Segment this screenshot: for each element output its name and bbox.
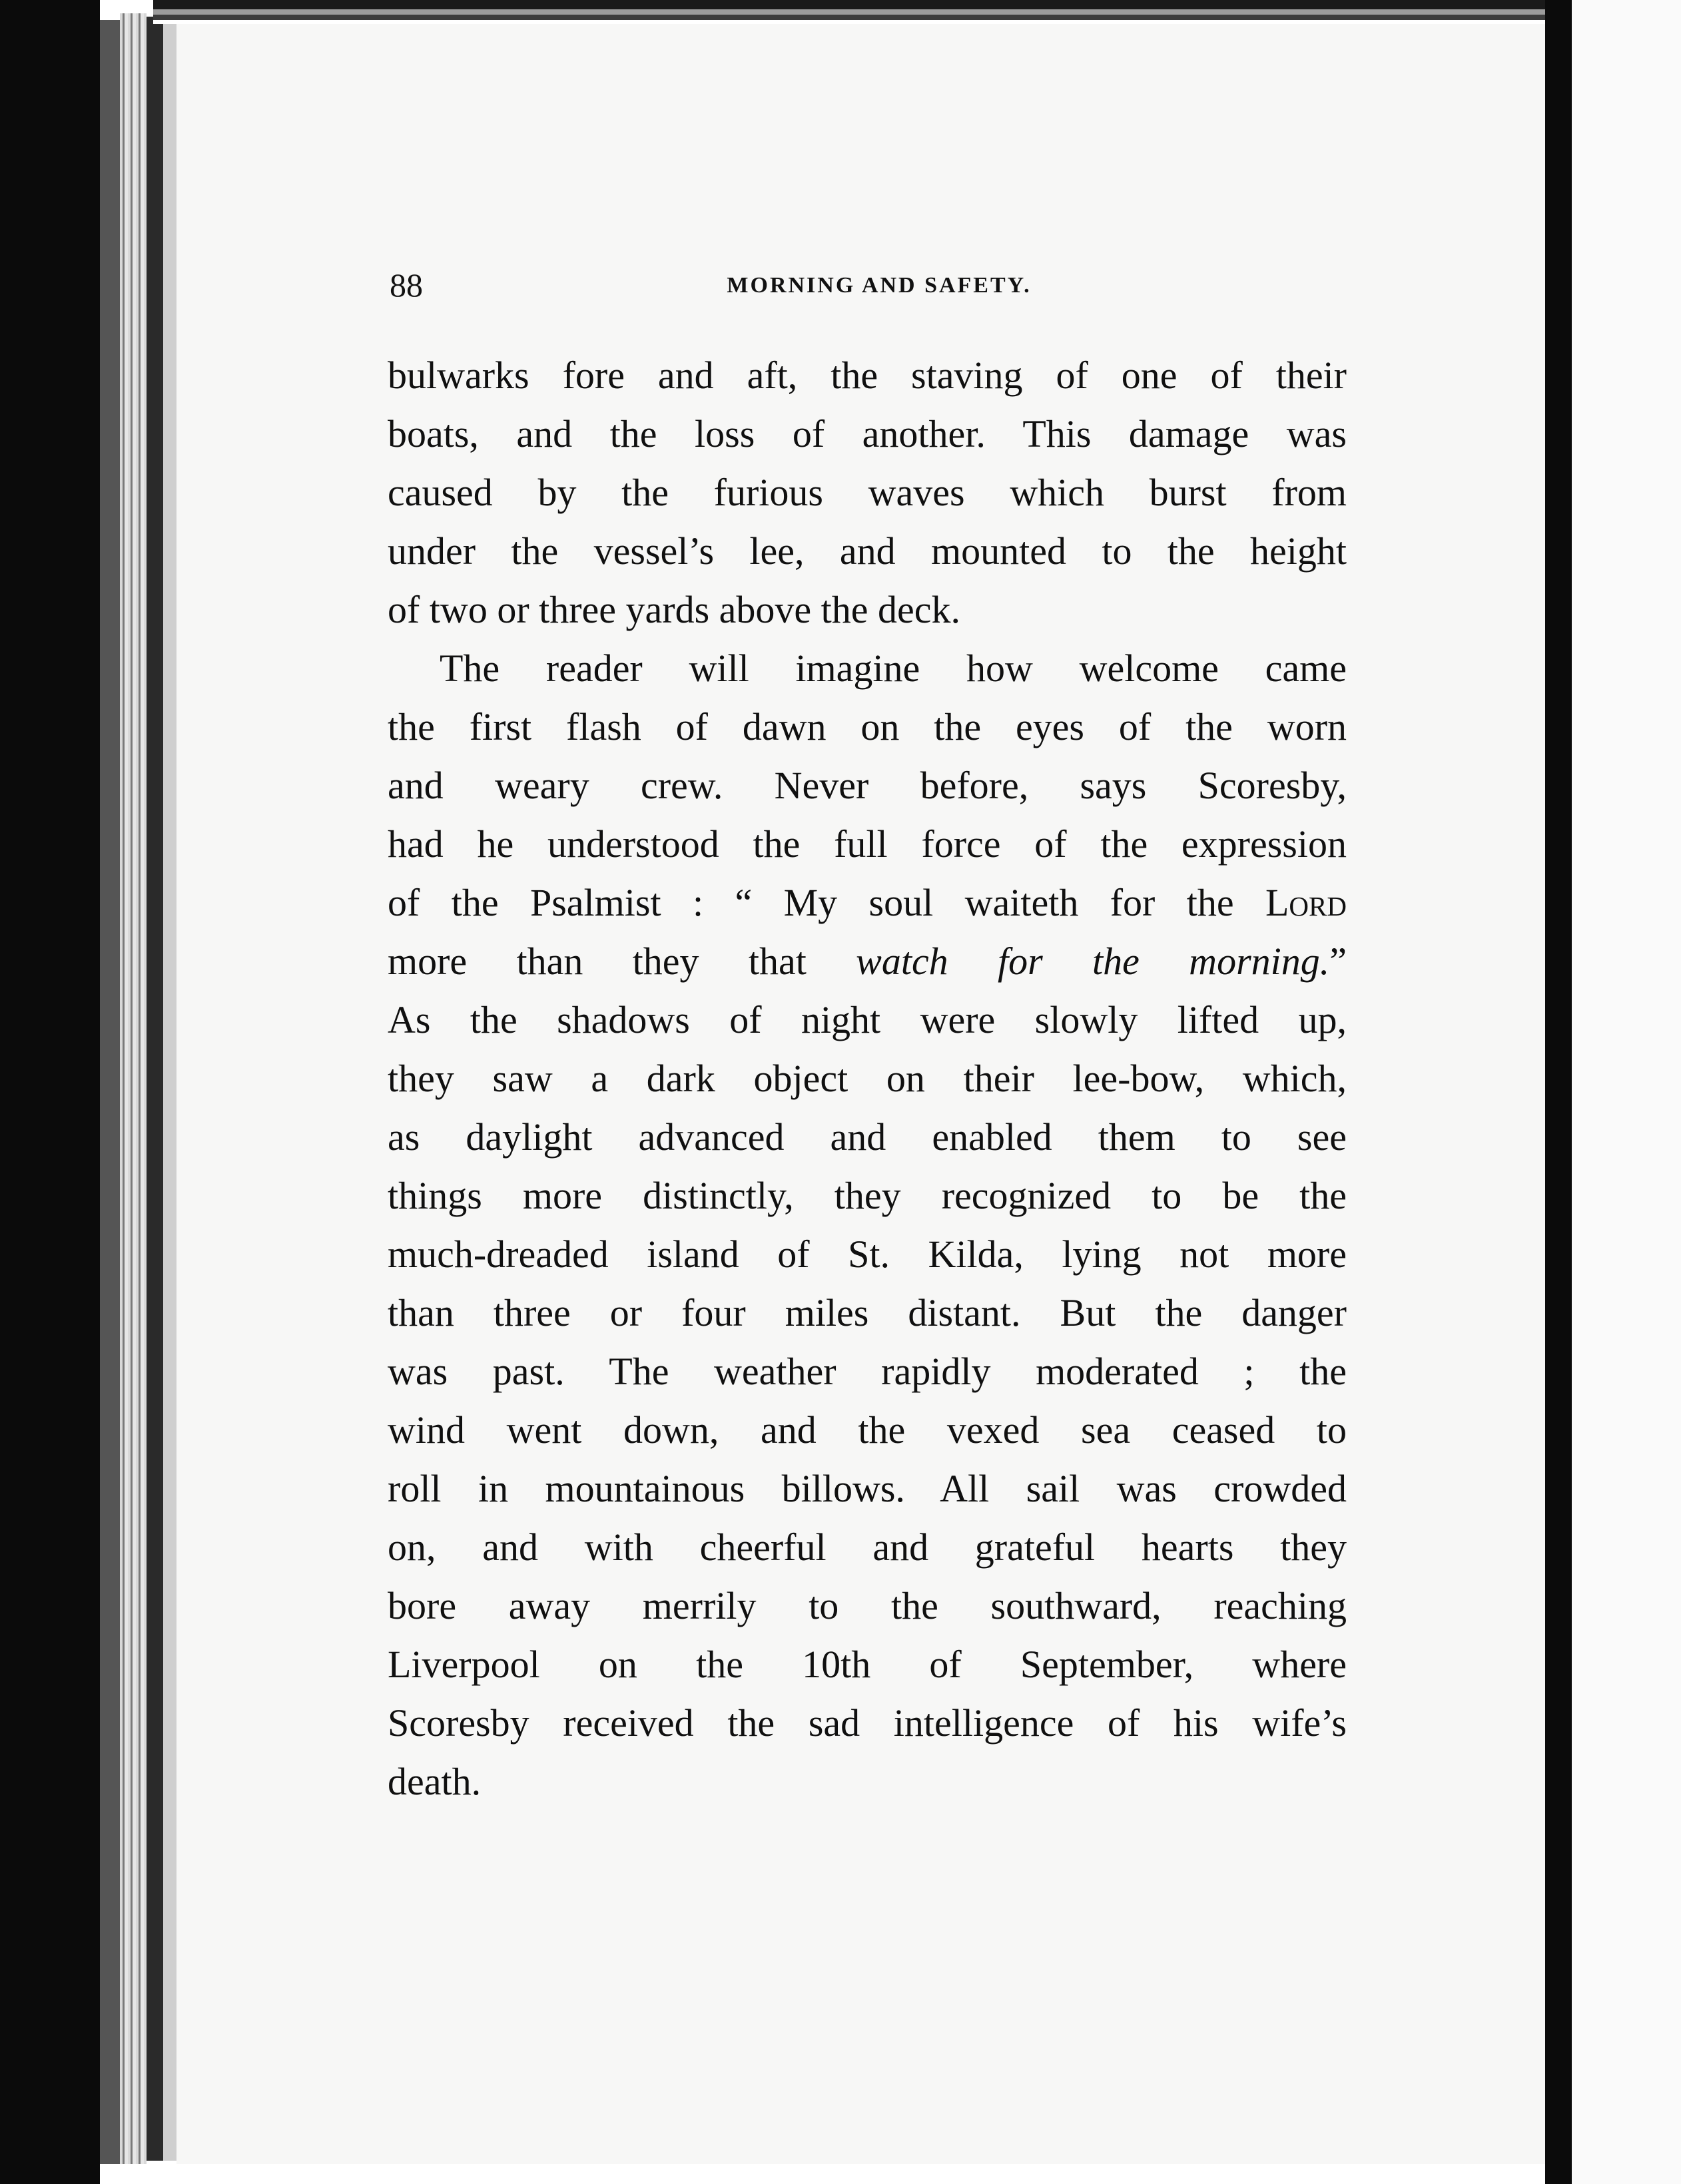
top-page-edge xyxy=(153,0,1558,24)
italic-phrase: watch for the morning. xyxy=(856,940,1330,983)
gutter-shadow xyxy=(1545,0,1572,2184)
bottom-margin xyxy=(176,2164,1545,2184)
text-line-with-small-caps xyxy=(388,874,1347,932)
text-line: had he understood the full force of the expression xyxy=(388,822,1347,866)
line-text: of the Psalmist : “ My soul waiteth for the xyxy=(388,881,1234,924)
text-line: and weary crew. Never before, says Scoresby, xyxy=(388,764,1347,807)
text-line: bore away merrily to the southward, reaching xyxy=(388,1584,1347,1627)
closing-quote: ” xyxy=(1329,940,1347,983)
text-line: death. xyxy=(388,1760,482,1803)
text-line: of two or three yards above the deck. xyxy=(388,588,961,631)
page-edge-inner xyxy=(163,23,176,2161)
text-line: caused by the furious waves which burst from xyxy=(388,471,1347,514)
text-line: roll in mountainous billows. All sail was crowded xyxy=(388,1467,1347,1510)
text-line: boats, and the loss of another. This damage was xyxy=(388,412,1347,455)
small-caps-word: Lord xyxy=(1265,881,1347,924)
facing-page-edge xyxy=(1572,0,1681,2184)
binding-shadow xyxy=(0,0,100,2184)
text-line: under the vessel’s lee, and mounted to the height xyxy=(388,529,1347,573)
line-text: more than they that xyxy=(388,940,807,983)
text-line: on, and with cheerful and grateful hearts they xyxy=(388,1525,1347,1569)
text-line: As the shadows of night were slowly lifted up, xyxy=(388,998,1347,1041)
text-line: wind went down, and the vexed sea ceased to xyxy=(388,1408,1347,1452)
text-line: The reader will imagine how welcome came xyxy=(440,647,1347,690)
text-line: bulwarks fore and aft, the staving of one of their xyxy=(388,354,1347,397)
text-line-with-italic xyxy=(388,932,1347,991)
body-text xyxy=(388,346,1347,1811)
text-line: much-dreaded island of St. Kilda, lying not more xyxy=(388,1232,1347,1276)
text-line: Liverpool on the 10th of September, where xyxy=(388,1643,1347,1686)
page-edge xyxy=(100,20,120,2164)
running-title: MORNING AND SAFETY. xyxy=(727,273,1032,298)
stacked-page-edges xyxy=(120,13,147,2164)
page-edge-shadow xyxy=(147,17,163,2161)
text-line: Scoresby received the sad intelligence of his wife’s xyxy=(388,1701,1347,1745)
text-line: was past. The weather rapidly moderated ; the xyxy=(388,1350,1347,1393)
text-line: than three or four miles distant. But the danger xyxy=(388,1291,1347,1334)
running-head xyxy=(390,265,1349,305)
text-line: they saw a dark object on their lee-bow, which, xyxy=(388,1057,1347,1100)
text-line: as daylight advanced and enabled them to see xyxy=(388,1115,1347,1159)
page-number: 88 xyxy=(390,266,423,304)
text-line: things more distinctly, they recognized to be the xyxy=(388,1174,1347,1217)
text-line: the first flash of dawn on the eyes of the worn xyxy=(388,705,1347,748)
